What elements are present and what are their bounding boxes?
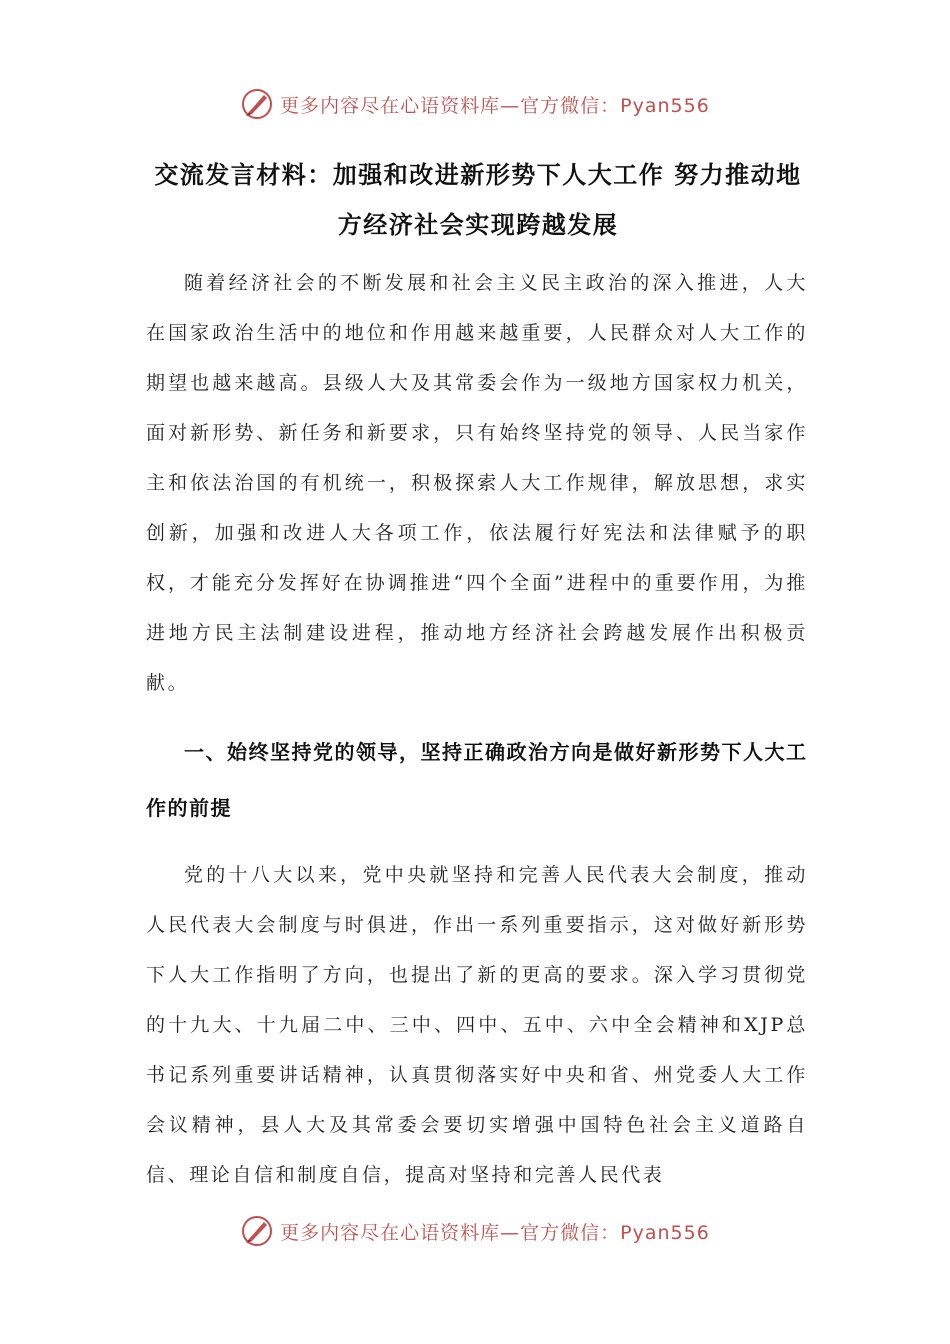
watermark-text: 更多内容尽在心语资料库—官方微信：Pyan556 bbox=[280, 94, 710, 117]
watermark-text: 更多内容尽在心语资料库—官方微信：Pyan556 bbox=[280, 1221, 710, 1244]
document-body bbox=[146, 258, 808, 1200]
section-1-heading: 一、始终坚持党的领导，坚持正确政治方向是做好新形势下人大工作的前提 bbox=[146, 740, 808, 820]
quill-pen-logo-icon bbox=[240, 1214, 274, 1248]
watermark-banner-top bbox=[0, 84, 950, 124]
section-1-paragraph: 党的十八大以来，党中央就坚持和完善人民代表大会制度，推动人民代表大会制度与时俱进，作出一系列重要指示，这对做好新形势下人大工作指明了方向，也提出了新的更高的要求。深入学习贯彻党的十九大、十九届二中、三中、四中、五中、六中全会精神和XJP总书记系列重要讲话精神，认真贯彻落实好中央和省、州党委人大工作会议精神，县人大及其常委会要切实增强中国特色社会主义道路自信、理论自信和制度自信，提高对坚持和完善人民代表 bbox=[146, 864, 808, 1186]
intro-paragraph: 随着经济社会的不断发展和社会主义民主政治的深入推进，人大在国家政治生活中的地位和作用越来越重要，人民群众对人大工作的期望也越来越高。县级人大及其常委会作为一级地方国家权力机关，面对新形势、新任务和新要求，只有始终坚持党的领导、人民当家作主和依法治国的有机统一，积极探索人大工作规律，解放思想，求实创新，加强和改进人大各项工作，依法履行好宪法和法律赋予的职权，才能充分发挥好在协调推进“四个全面”进程中的重要作用，为推进地方民主法制建设进程，推动地方经济社会跨越发展作出积极贡献。 bbox=[146, 272, 808, 694]
watermark-banner-bottom bbox=[0, 1211, 950, 1251]
quill-pen-logo-icon bbox=[240, 87, 274, 121]
document-title: 交流发言材料：加强和改进新形势下人大工作 努力推动地方经济社会实现跨越发展 bbox=[154, 161, 802, 239]
